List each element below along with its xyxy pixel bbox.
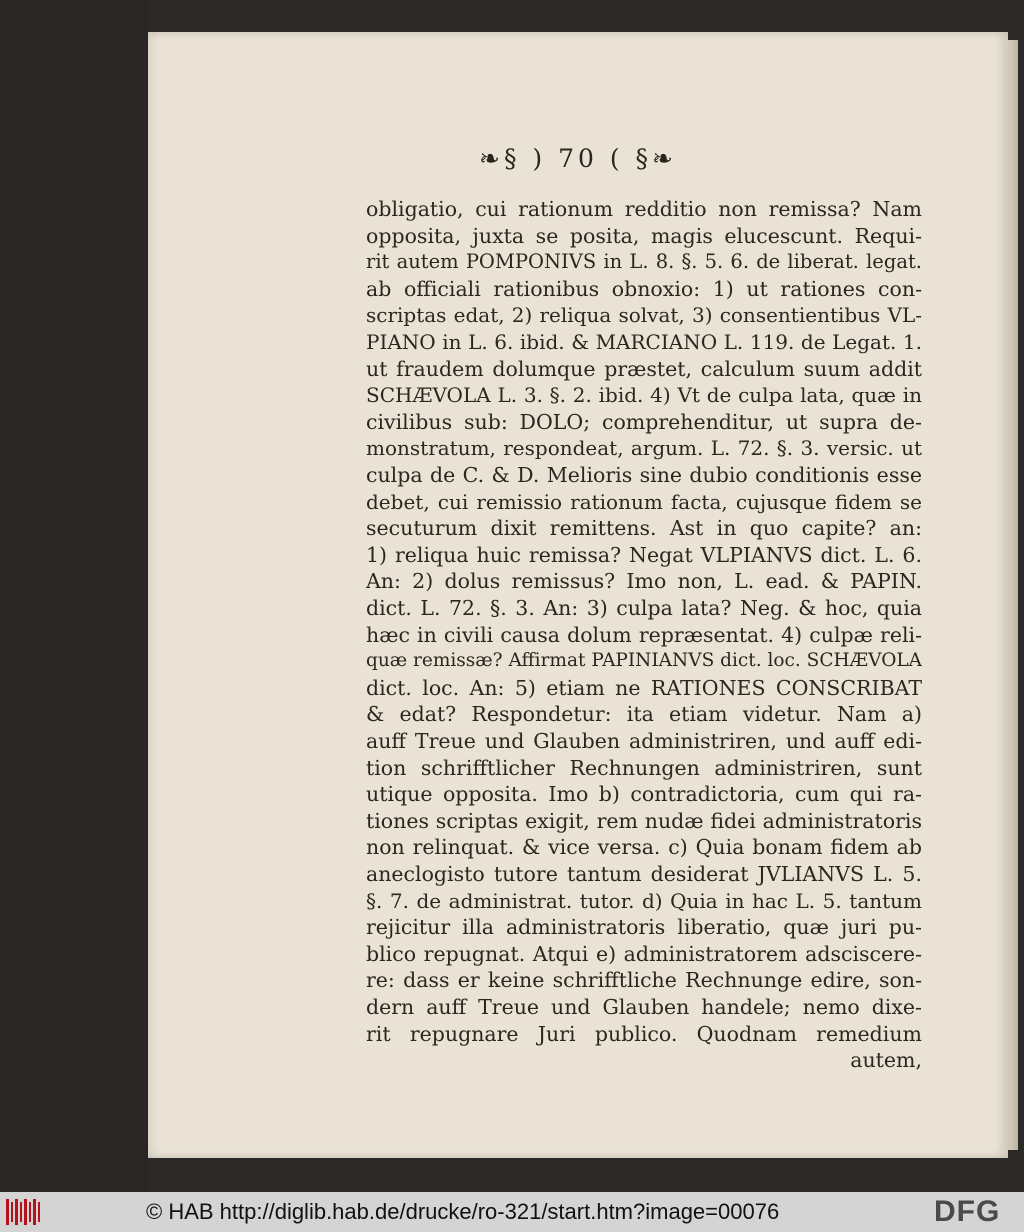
text-line: debet, cui remissio rationum facta, cujusque fidem se	[366, 489, 922, 514]
text-line: An: 2) dolus remissus? Imo non, L. ead. & PAPIN.	[366, 569, 922, 594]
text-line: culpa de C. & D. Melioris sine dubio conditionis esse	[366, 463, 922, 487]
text-line: ab officiali rationibus obnoxio: 1) ut rationes con-	[366, 276, 922, 301]
text-line: PIANO in L. 6. ibid. & MARCIANO L. 119. de Legat. 1.	[366, 330, 922, 354]
text-line: obligatio, cui rationum redditio non remissa? Nam	[366, 197, 922, 221]
left-margin-shadow	[0, 0, 148, 1192]
text-line: utique opposita. Imo b) contradictoria, cum qui ra-	[366, 782, 922, 807]
text-line: civilibus sub: DOLO; comprehenditur, ut supra de-	[366, 409, 922, 434]
text-line: blico repugnat. Atqui e) administratorem adsciscere-	[366, 941, 922, 966]
text-line: rit repugnare Juri publico. Quodnam remedium	[366, 1021, 922, 1046]
text-line: autem,	[850, 1048, 922, 1073]
text-line: hæc in civili causa dolum repræsentat. 4) culpæ reli-	[366, 622, 922, 647]
page-header: ❧§ ) 70 ( §❧	[479, 144, 677, 173]
footer-attribution[interactable]: © HAB http://diglib.hab.de/drucke/ro-321/start.htm?image=00076	[146, 1199, 780, 1224]
text-line: tiones scriptas exigit, rem nudæ fidei administratoris	[366, 808, 922, 833]
text-line: SCHÆVOLA L. 3. §. 2. ibid. 4) Vt de culpa lata, quæ in	[366, 383, 922, 408]
text-line: tion schrifftlicher Rechnungen administriren, sunt	[366, 755, 922, 780]
text-line: 1) reliqua huic remissa? Negat VLPIANVS dict. L. 6.	[366, 542, 922, 567]
text-line: rejicitur illa administratoris liberatio, quæ juri pu-	[366, 915, 922, 940]
text-line: dict. L. 72. §. 3. An: 3) culpa lata? Neg. & hoc, quia	[366, 596, 922, 620]
text-line: opposita, juxta se posita, magis elucescunt. Requi-	[366, 223, 922, 248]
text-line: re: dass er keine schrifftliche Rechnunge edire, son-	[366, 968, 922, 993]
text-line: secuturum dixit remittens. Ast in quo capite? an:	[366, 516, 922, 541]
text-line: monstratum, respondeat, argum. L. 72. §. 3. versic. ut	[366, 436, 922, 461]
text-line: rit autem POMPONIVS in L. 8. §. 5. 6. de liberat. legat.	[366, 250, 922, 274]
dfg-logo: DFG	[934, 1195, 1001, 1228]
text-line: non relinquat. & vice versa. c) Quia bonam fidem ab	[366, 835, 922, 860]
text-line: ut fraudem dolumque præstet, calculum suum addit	[366, 356, 922, 381]
text-line: §. 7. de administrat. tutor. d) Quia in hac L. 5. tantum	[366, 888, 922, 913]
text-line: & edat? Respondetur: ita etiam videtur. Nam a)	[366, 702, 922, 727]
book-page	[148, 32, 1008, 1158]
text-line: quæ remissæ? Affirmat PAPINIANVS dict. loc. SCHÆVOLA	[366, 650, 922, 672]
text-line: aneclogisto tutore tantum desiderat JVLIANVS L. 5.	[366, 862, 922, 886]
text-line: auff Treue und Glauben administriren, und auff edi-	[366, 729, 922, 753]
text-line: dict. loc. An: 5) etiam ne RATIONES CONSCRIBAT	[366, 675, 922, 700]
text-line: dern auff Treue und Glauben handele; nemo dixe-	[366, 995, 922, 1019]
text-line: scriptas edat, 2) reliqua solvat, 3) consentientibus VL-	[366, 303, 922, 328]
footer-bar	[0, 1192, 1024, 1232]
hab-logo-icon	[6, 1199, 40, 1225]
